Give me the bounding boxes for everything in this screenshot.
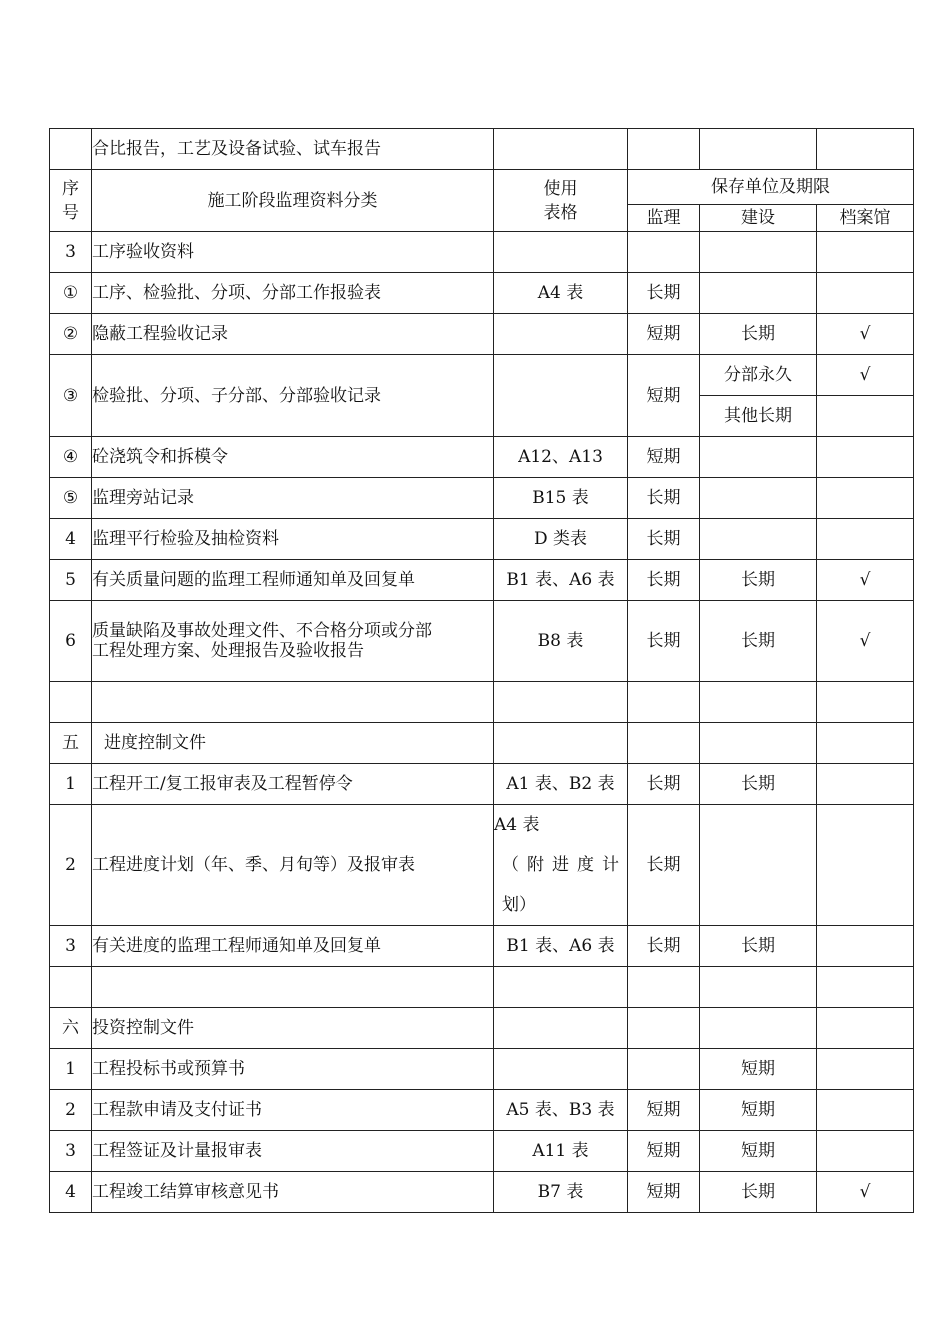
cell-name: 隐蔽工程验收记录 — [92, 314, 494, 355]
cell-form: B1 表、A6 表 — [494, 560, 628, 601]
cell-name: 工程投标书或预算书 — [92, 1049, 494, 1090]
cell-form: A12、A13 — [494, 437, 628, 478]
cell-form — [494, 232, 628, 273]
cell-construction — [700, 805, 817, 926]
cell-archive: √ — [817, 314, 914, 355]
cell-supervision: 短期 — [628, 1172, 700, 1213]
cell-construction: 长期 — [700, 560, 817, 601]
cell-form-line2: （附进度计 — [502, 855, 619, 875]
cell-supervision — [628, 1008, 700, 1049]
table-row-blank — [50, 682, 914, 723]
cell-archive — [817, 273, 914, 314]
cell-supervision: 长期 — [628, 560, 700, 601]
section-title: 进度控制文件 — [104, 733, 206, 753]
cell-archive — [817, 1131, 914, 1172]
cell-name: 检验批、分项、子分部、分部验收记录 — [92, 355, 494, 437]
cell-supervision — [628, 723, 700, 764]
cell-no: 六 — [50, 1008, 92, 1049]
cell-form: A11 表 — [494, 1131, 628, 1172]
header-form-line2: 表格 — [543, 202, 578, 223]
cell-construction — [700, 437, 817, 478]
cell-construction — [700, 232, 817, 273]
cell-no: 3 — [50, 232, 92, 273]
table-row — [50, 560, 914, 601]
cell-form-line3: 划） — [502, 895, 536, 915]
cell-name: 工程款申请及支付证书 — [92, 1090, 494, 1131]
header-row — [50, 170, 914, 205]
cell-supervision: 长期 — [628, 519, 700, 560]
cell-construction — [700, 478, 817, 519]
cell-name — [92, 723, 494, 764]
cell-no: ④ — [50, 437, 92, 478]
cell-archive — [817, 1008, 914, 1049]
table-row — [50, 1131, 914, 1172]
cell-construction: 长期 — [700, 601, 817, 682]
cell-no: 4 — [50, 519, 92, 560]
cell-form — [494, 723, 628, 764]
header-supervision: 监理 — [628, 205, 700, 232]
table-row-blank — [50, 967, 914, 1008]
cell-name: 工序、检验批、分项、分部工作报验表 — [92, 273, 494, 314]
cell-name: 监理旁站记录 — [92, 478, 494, 519]
cell-name — [92, 967, 494, 1008]
cell-no: 5 — [50, 560, 92, 601]
cell-name: 砼浇筑令和拆模令 — [92, 437, 494, 478]
cell-archive: √ — [817, 560, 914, 601]
cell-supervision: 长期 — [628, 764, 700, 805]
cell-name: 工序验收资料 — [92, 232, 494, 273]
cell-form-line1: A4 表 — [494, 815, 540, 835]
cell-supervision: 长期 — [628, 478, 700, 519]
table-row — [50, 1049, 914, 1090]
cell-form: B7 表 — [494, 1172, 628, 1213]
cell-name: 合比报告，工艺及设备试验、试车报告 — [92, 129, 494, 170]
cell-supervision — [628, 129, 700, 170]
cell-construction — [700, 519, 817, 560]
cell-name: 工程开工/复工报审表及工程暂停令 — [92, 764, 494, 805]
cell-form — [494, 682, 628, 723]
header-no — [50, 170, 92, 232]
cell-no — [50, 682, 92, 723]
cell-no: ① — [50, 273, 92, 314]
cell-archive: √ — [817, 1172, 914, 1213]
cell-archive — [817, 926, 914, 967]
cell-supervision: 短期 — [628, 314, 700, 355]
cell-no — [50, 129, 92, 170]
header-archive: 档案馆 — [817, 205, 914, 232]
header-no-line2: 号 — [62, 202, 79, 223]
cell-no: 2 — [50, 1090, 92, 1131]
cell-no: 6 — [50, 601, 92, 682]
cell-construction: 短期 — [700, 1090, 817, 1131]
cell-construction — [700, 723, 817, 764]
cell-supervision — [628, 1049, 700, 1090]
cell-name: 工程进度计划（年、季、月旬等）及报审表 — [92, 805, 494, 926]
cell-name: 有关质量问题的监理工程师通知单及回复单 — [92, 560, 494, 601]
cell-archive: √ — [817, 355, 914, 396]
cell-construction: 长期 — [700, 314, 817, 355]
cell-name: 有关进度的监理工程师通知单及回复单 — [92, 926, 494, 967]
cell-construction — [700, 967, 817, 1008]
cell-supervision: 短期 — [628, 1131, 700, 1172]
cell-construction — [700, 273, 817, 314]
cell-name: 投资控制文件 — [92, 1008, 494, 1049]
cell-supervision — [628, 682, 700, 723]
cell-archive — [817, 1049, 914, 1090]
cell-archive — [817, 764, 914, 805]
cell-archive — [817, 437, 914, 478]
cell-construction: 短期 — [700, 1049, 817, 1090]
cell-supervision: 长期 — [628, 601, 700, 682]
table-row — [50, 764, 914, 805]
header-no-line1: 序 — [62, 178, 79, 199]
cell-form: B8 表 — [494, 601, 628, 682]
table-row — [50, 601, 914, 682]
cell-construction: 长期 — [700, 1172, 817, 1213]
header-construction: 建设 — [700, 205, 817, 232]
cell-archive — [817, 723, 914, 764]
header-form — [494, 170, 628, 232]
cell-form — [494, 1049, 628, 1090]
cell-no: 4 — [50, 1172, 92, 1213]
cell-form: B15 表 — [494, 478, 628, 519]
cell-form — [494, 1008, 628, 1049]
cell-construction: 长期 — [700, 926, 817, 967]
cell-construction — [700, 1008, 817, 1049]
cell-form: A5 表、B3 表 — [494, 1090, 628, 1131]
cell-supervision: 长期 — [628, 273, 700, 314]
cell-no: 3 — [50, 926, 92, 967]
cell-supervision: 短期 — [628, 1090, 700, 1131]
table-row — [50, 1090, 914, 1131]
cell-supervision: 长期 — [628, 805, 700, 926]
cell-name-line2: 工程处理方案、处理报告及验收报告 — [92, 641, 364, 661]
cell-no: 3 — [50, 1131, 92, 1172]
cell-form — [494, 129, 628, 170]
table-row — [50, 723, 914, 764]
cell-construction — [700, 682, 817, 723]
cell-form — [494, 355, 628, 437]
header-form-line1: 使用 — [543, 178, 578, 199]
cell-archive — [817, 967, 914, 1008]
cell-construction — [700, 129, 817, 170]
table-row — [50, 926, 914, 967]
table-row — [50, 129, 914, 170]
cell-form: A1 表、B2 表 — [494, 764, 628, 805]
cell-form: D 类表 — [494, 519, 628, 560]
cell-construction: 短期 — [700, 1131, 817, 1172]
table-row — [50, 437, 914, 478]
cell-form — [494, 967, 628, 1008]
cell-no: ③ — [50, 355, 92, 437]
cell-no: 五 — [50, 723, 92, 764]
cell-no — [50, 967, 92, 1008]
cell-archive — [817, 129, 914, 170]
cell-archive — [817, 396, 914, 437]
cell-archive: √ — [817, 601, 914, 682]
cell-supervision: 短期 — [628, 437, 700, 478]
header-retention: 保存单位及期限 — [628, 170, 914, 205]
cell-archive — [817, 519, 914, 560]
table-row — [50, 273, 914, 314]
cell-supervision — [628, 232, 700, 273]
cell-name — [92, 682, 494, 723]
cell-archive — [817, 478, 914, 519]
cell-construction: 分部永久 — [700, 355, 817, 396]
cell-archive — [817, 682, 914, 723]
cell-form — [494, 805, 628, 926]
cell-archive — [817, 805, 914, 926]
cell-no: 1 — [50, 1049, 92, 1090]
cell-supervision — [628, 967, 700, 1008]
cell-form: B1 表、A6 表 — [494, 926, 628, 967]
table-row — [50, 1008, 914, 1049]
cell-no: 1 — [50, 764, 92, 805]
cell-construction: 长期 — [700, 764, 817, 805]
cell-supervision: 短期 — [628, 355, 700, 437]
table-row — [50, 1172, 914, 1213]
cell-name-line1: 质量缺陷及事故处理文件、不合格分项或分部 — [92, 621, 432, 641]
cell-archive — [817, 232, 914, 273]
table-row — [50, 355, 914, 396]
table-row — [50, 519, 914, 560]
cell-name — [92, 601, 494, 682]
cell-no: ② — [50, 314, 92, 355]
cell-form — [494, 314, 628, 355]
cell-name: 工程竣工结算审核意见书 — [92, 1172, 494, 1213]
cell-form: A4 表 — [494, 273, 628, 314]
cell-name: 工程签证及计量报审表 — [92, 1131, 494, 1172]
cell-no: ⑤ — [50, 478, 92, 519]
records-table — [49, 128, 914, 1213]
cell-no: 2 — [50, 805, 92, 926]
table-row — [50, 805, 914, 926]
cell-archive — [817, 1090, 914, 1131]
cell-construction: 其他长期 — [700, 396, 817, 437]
cell-name: 监理平行检验及抽检资料 — [92, 519, 494, 560]
header-category: 施工阶段监理资料分类 — [92, 170, 494, 232]
table-row — [50, 314, 914, 355]
table-row — [50, 478, 914, 519]
table-row — [50, 232, 914, 273]
cell-supervision: 长期 — [628, 926, 700, 967]
